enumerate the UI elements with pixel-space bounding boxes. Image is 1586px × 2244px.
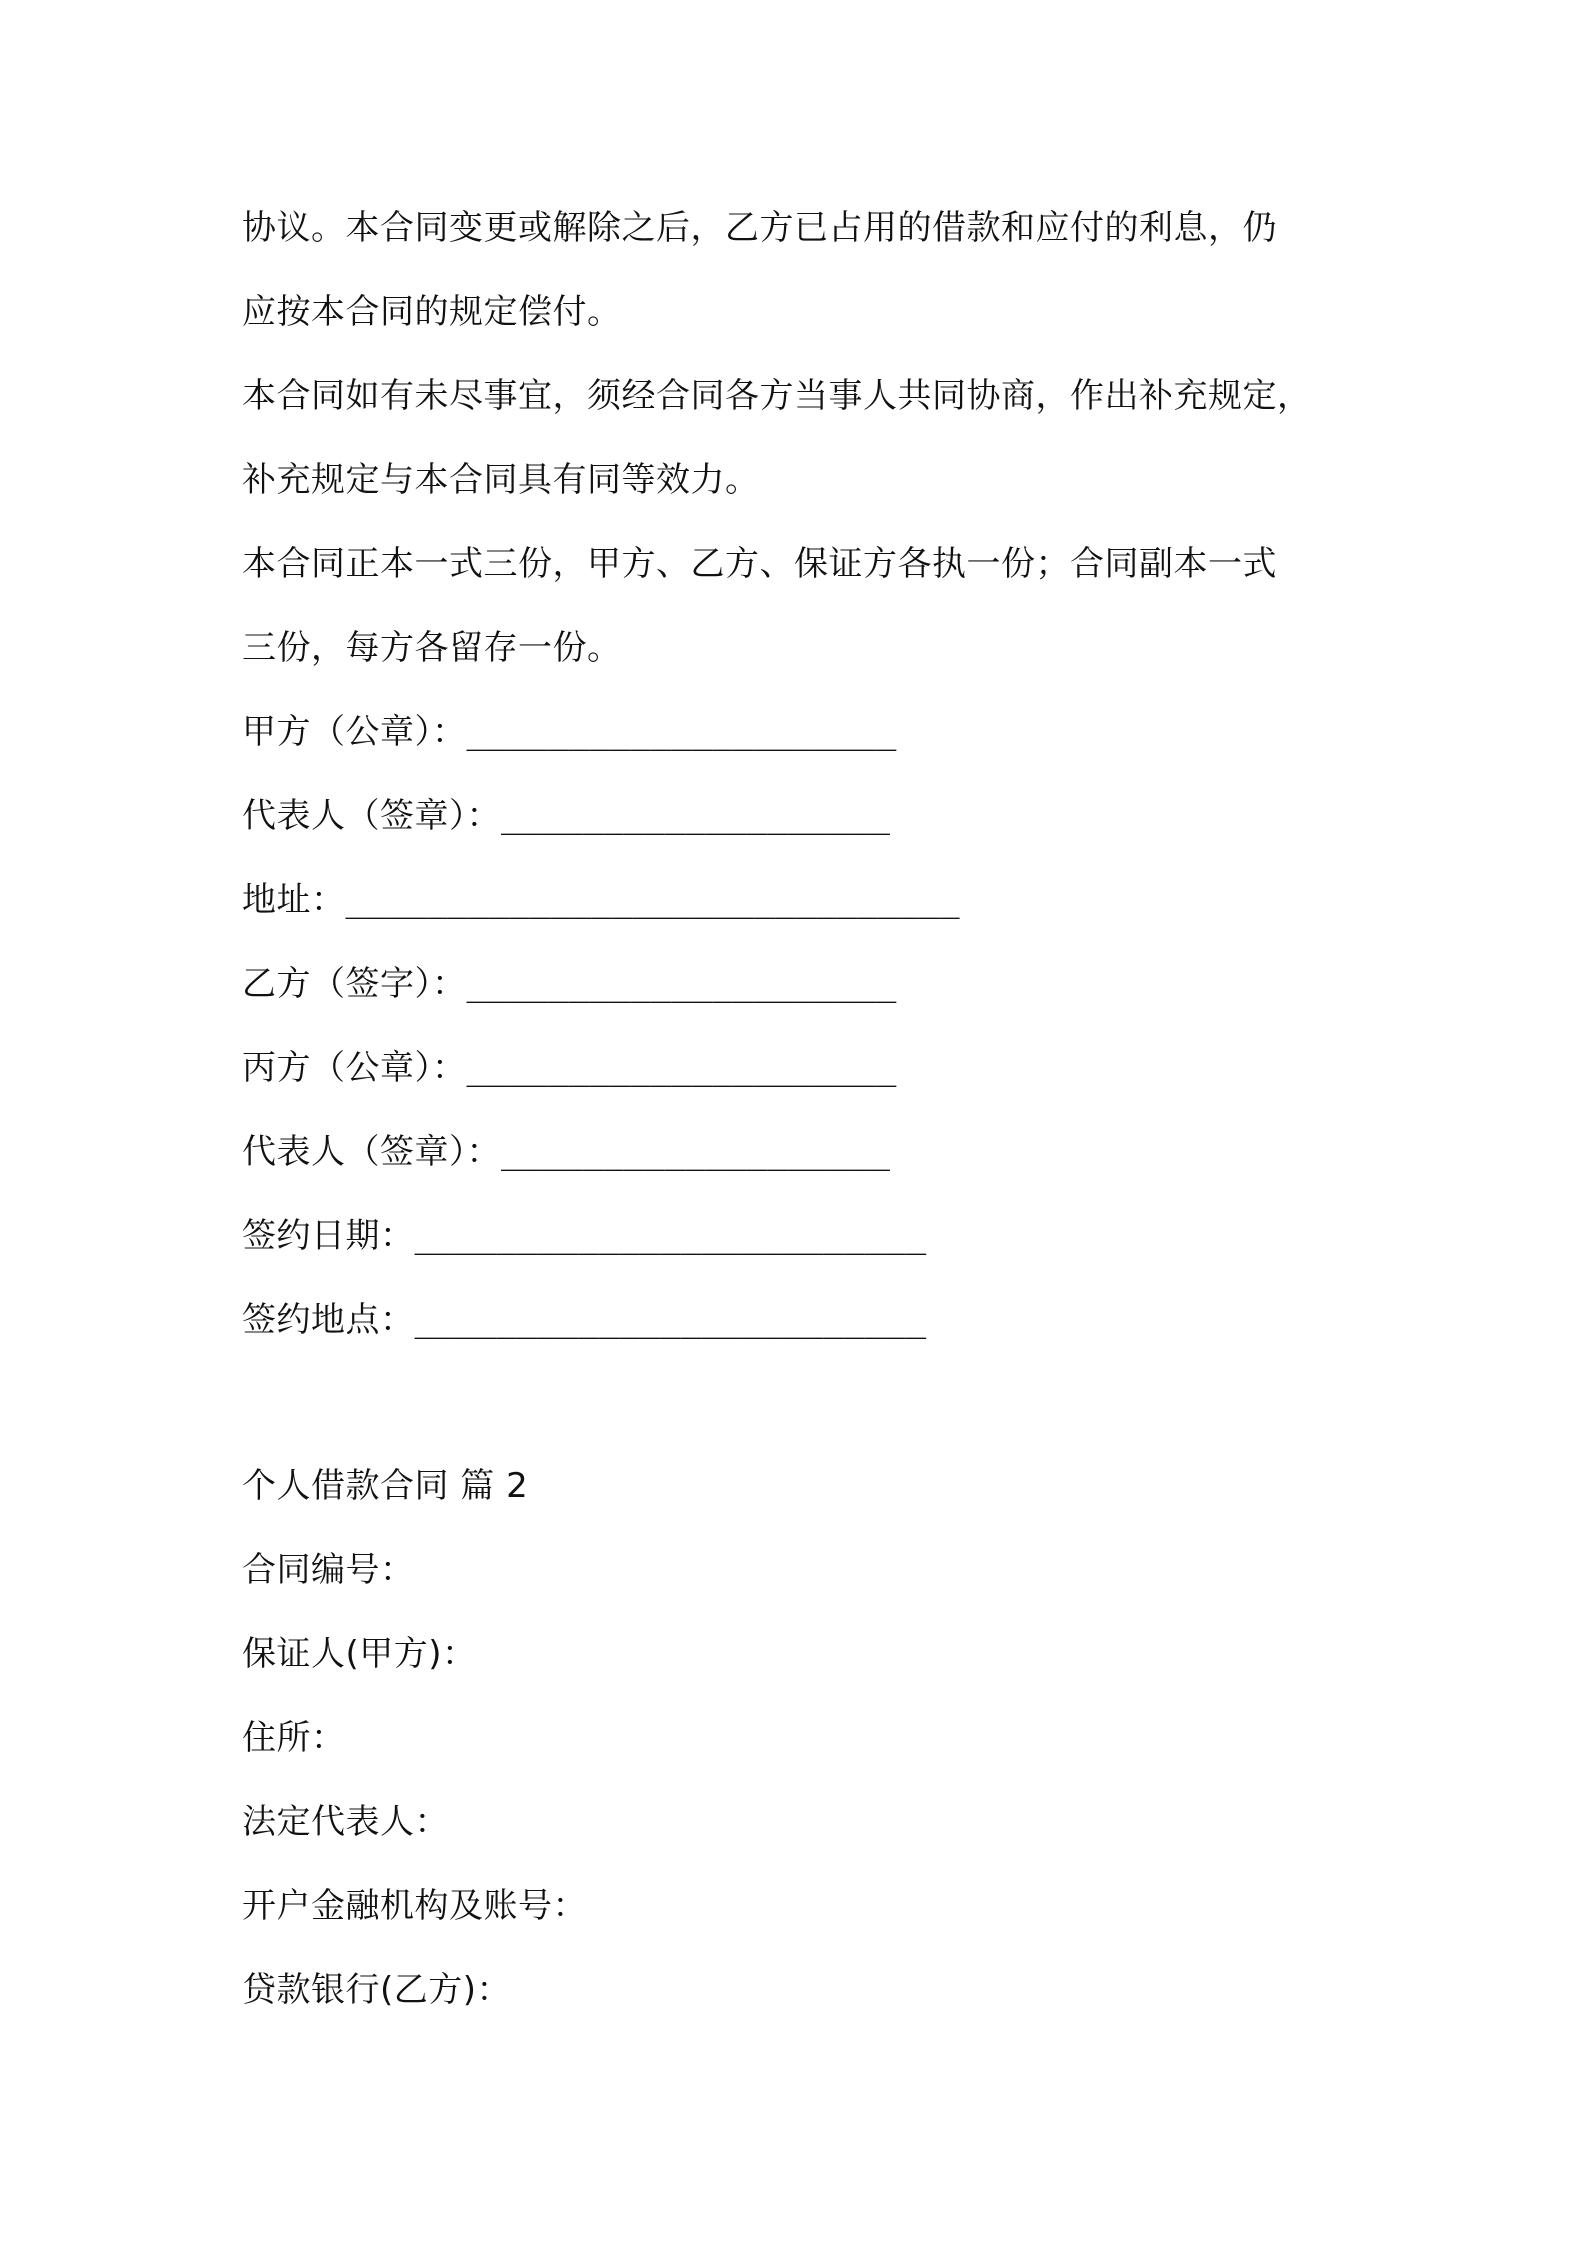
signature-field-label: 签约日期： [242, 1216, 415, 1256]
signature-field-representative-1 [242, 796, 890, 836]
signature-field-blank: _____________________ [466, 1048, 897, 1088]
signature-field-address [242, 880, 960, 920]
section-2-field-guarantor: 保证人(甲方)： [242, 1634, 477, 1674]
signature-field-label: 代表人（签章）： [242, 1132, 501, 1172]
signature-field-signing-place [242, 1300, 926, 1340]
signature-field-blank: ___________________ [501, 796, 890, 836]
paragraph-1-line-1: 协议。本合同变更或解除之后，乙方已占用的借款和应付的利息，仍 [242, 208, 1277, 248]
signature-field-signing-date [242, 1216, 926, 1256]
section-2-field-legal-representative: 法定代表人： [242, 1802, 449, 1842]
section-2-field-residence: 住所： [242, 1718, 346, 1758]
signature-field-label: 代表人（签章）： [242, 796, 501, 836]
signature-field-label: 签约地点： [242, 1300, 415, 1340]
paragraph-3-line-2: 三份，每方各留存一份。 [242, 628, 622, 668]
signature-field-blank: _________________________ [414, 1300, 927, 1340]
paragraph-3-line-1: 本合同正本一式三份，甲方、乙方、保证方各执一份；合同副本一式 [242, 544, 1277, 584]
signature-field-label: 甲方（公章）： [242, 712, 467, 752]
section-2-field-bank-account: 开户金融机构及账号： [242, 1886, 587, 1926]
signature-field-blank: ______________________________ [345, 880, 960, 920]
signature-field-blank: _____________________ [466, 712, 897, 752]
paragraph-2-line-1: 本合同如有未尽事宜，须经合同各方当事人共同协商，作出补充规定， [242, 376, 1312, 416]
paragraph-1-line-2: 应按本合同的规定偿付。 [242, 292, 622, 332]
signature-field-party-a [242, 712, 896, 752]
signature-field-blank: _________________________ [414, 1216, 927, 1256]
signature-field-blank: _____________________ [466, 964, 897, 1004]
signature-field-party-b [242, 964, 896, 1004]
signature-field-representative-2 [242, 1132, 890, 1172]
signature-field-label: 丙方（公章）： [242, 1048, 467, 1088]
signature-field-label: 地址： [242, 880, 346, 920]
section-2-field-contract-number: 合同编号： [242, 1550, 415, 1590]
signature-field-party-c [242, 1048, 896, 1088]
signature-field-blank: ___________________ [501, 1132, 890, 1172]
paragraph-2-line-2: 补充规定与本合同具有同等效力。 [242, 460, 760, 500]
signature-field-label: 乙方（签字）： [242, 964, 467, 1004]
section-2-title: 个人借款合同 篇 2 [242, 1466, 529, 1506]
section-2-field-lending-bank: 贷款银行(乙方)： [242, 1970, 512, 2010]
